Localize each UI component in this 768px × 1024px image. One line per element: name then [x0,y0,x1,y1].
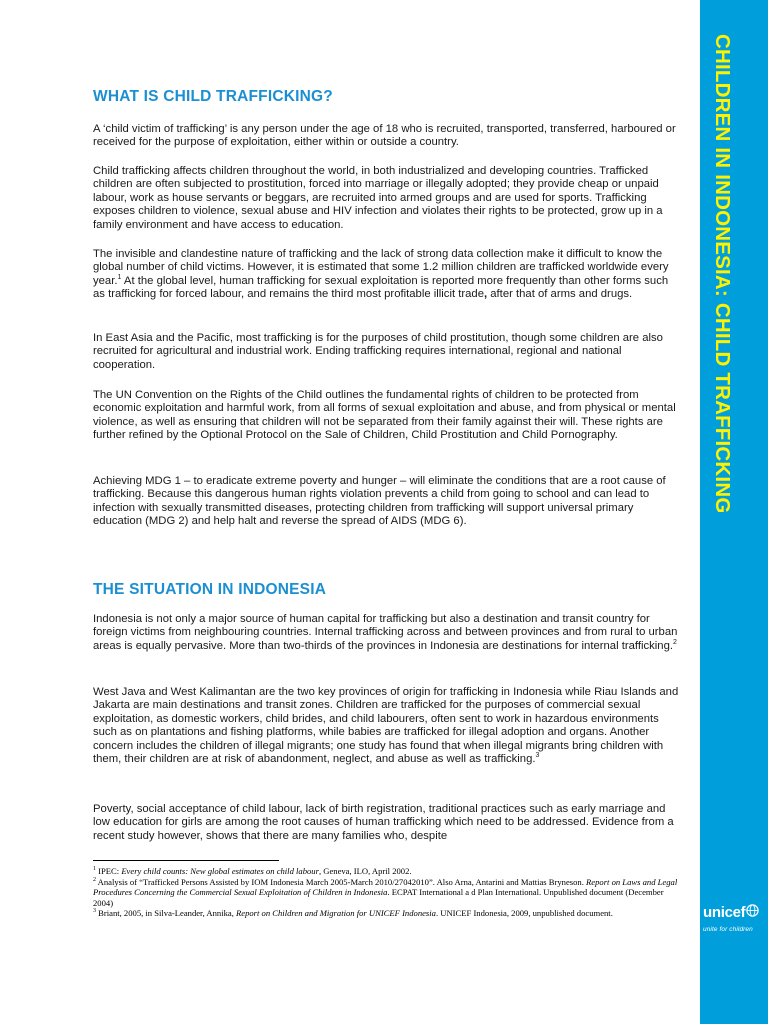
unicef-logo-text: unicef [703,904,746,922]
footnote-ref-3: 3 [535,752,540,760]
heading-what-is-child-trafficking: WHAT IS CHILD TRAFFICKING? [93,88,333,105]
footnote-3: $^3$ Briant, 2005, in Silva-Leander, Annika, Report on Children and Migration for UNICEF Indonesia. UNICEF Indonesia, 2009, unpublished document. [93,908,613,919]
unicef-tagline: unite for children [703,926,753,934]
paragraph-indonesia-source: Indonesia is not only a major source of human capital for trafficking but also a destination and transit country for foreign victims from neighbouring countries. Internal trafficking across and between provinces and from rural to urban areas is equally pervasive. More than two-thirds of the provinces in Indonesia are destinations for internal trafficking.$^2$ [93,613,678,652]
paragraph-root-causes: Poverty, social acceptance of child labour, lack of birth registration, traditional practices such as early marriage and low education for girls are among the root causes of human trafficking which need to be addressed. Evidence from a recent study however, shows that there are many families who, despite [93,803,674,842]
unicef-logo [703,904,767,933]
paragraph-un-convention: The UN Convention on the Rights of the Child outlines the fundamental rights of children to be protected from economic exploitation and harmful work, from all forms of sexual exploitation and abuse, and from physical or mental violence, as well as ensuring that children will not be separated from their family against their will. These rights are further refined by the Optional Protocol on the Sale of Children, Child Prostitution and Child Pornography. [93,389,676,442]
globe-icon [746,904,759,922]
sidebar-title: CHILDREN IN INDONESIA: CHILD TRAFFICKING [711,34,734,514]
paragraph-provinces: West Java and West Kalimantan are the two key provinces of origin for trafficking in Indonesia while Riau Islands and Jakarta are main destinations and transit zones. Children are trafficked for the purposes of commercial sexual exploitation, as domestic workers, child brides, and child labourers, often sent to work in hazardous environments such as on plantations and fishing platforms, while babies are trafficked for illegal adoption and organs. Another concern includes the children of illegal migrants; one study has found that when illegal migrants bring children with them, their children are at risk of abandonment, neglect, and abuse as well as trafficking.$^3$ [93,686,679,766]
footnote-2: $^2$ Analysis of “Trafficked Persons Assisted by IOM Indonesia March 2005-March 2010/27042010”. Also Arna, Antarini and Mattias Bryneson. Report on Laws and Legal Procedures Concerning the Commercial Sexual Exploitation of Children in Indonesia. ECPAT International a d Plan International. Unpublished document (December 2004) [93,876,678,908]
paragraph-east-asia: In East Asia and the Pacific, most trafficking is for the purposes of child prostitution, though some children are also recruited for agricultural and industrial work. Ending trafficking requires international, regional and national cooperation. [93,332,663,371]
paragraph-mdg: Achieving MDG 1 – to eradicate extreme poverty and hunger – will eliminate the conditions that are a root cause of trafficking. Because this dangerous human rights violation prevents a child from going to school and can lead to infection with sexually transmitted diseases, protecting children from trafficking will support universal primary education (MDG 2) and help halt and reverse the spread of AIDS (MDG 6). [93,475,666,528]
paragraph-effects: Child trafficking affects children throughout the world, in both industrialized and developing countries. Trafficked children are often subjected to prostitution, forced into marriage or illegally adopted; they provide cheap or unpaid labour, work as house servants or beggars, are recruited into armed groups and are used for sports. Trafficking exposes children to violence, sexual abuse and HIV infection and violates their rights to be protected, grow up in a family environment and have access to education. [93,165,663,231]
footnote-ref-2: 2 [673,639,677,647]
footnote-1: $^1$ IPEC: Every child counts: New global estimates on child labour, Geneva, ILO, April 2002. [93,866,412,876]
paragraph-global-numbers: The invisible and clandestine nature of trafficking and the lack of strong data collection make it difficult to know the global number of child victims. However, it is estimated that some 1.2 million children are trafficked worldwide every year.$^1$ At the global level, human trafficking for sexual exploitation is reported more frequently than other forms such as trafficking for forced labour, and remains the third most profitable illicit trade, after that of arms and drugs. [93,248,669,301]
footnotes [93,866,683,919]
paragraph-definition: A ‘child victim of trafficking’ is any person under the age of 18 who is recruited, transported, transferred, harboured or received for the purpose of exploitation, either within or outside a country. [93,123,676,149]
heading-situation-in-indonesia: THE SITUATION IN INDONESIA [93,581,327,598]
footnote-ref-1: 1 [117,274,122,282]
footnote-divider [93,860,279,861]
